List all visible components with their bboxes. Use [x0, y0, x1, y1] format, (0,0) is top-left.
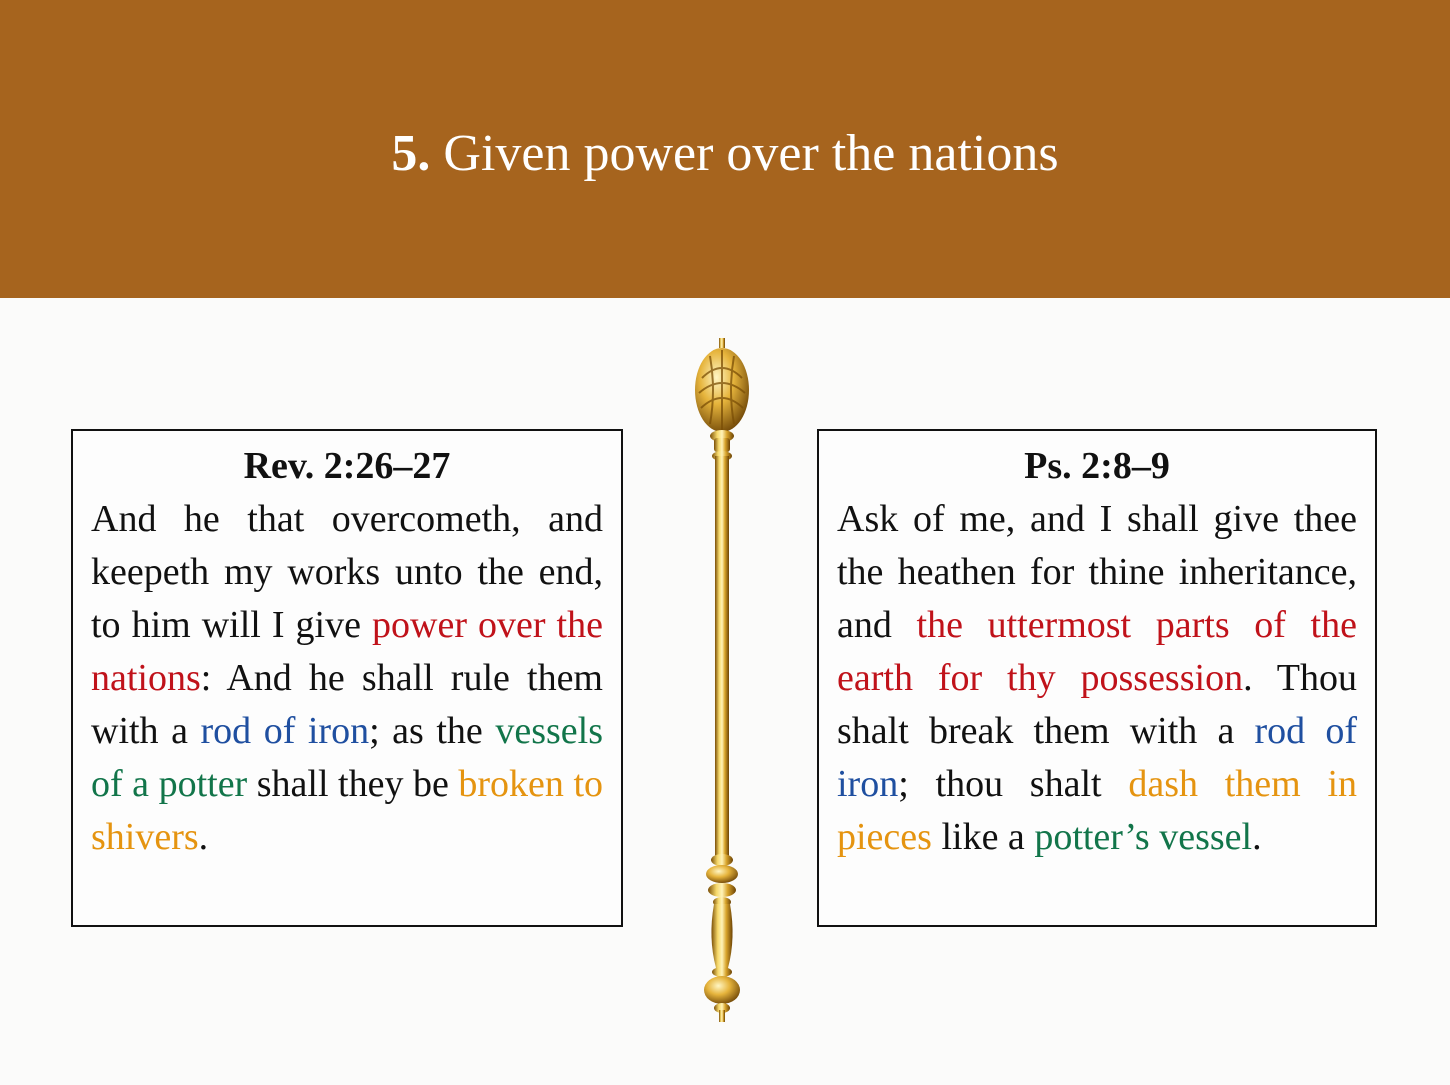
verse-segment: : And he shall rule them with a — [91, 657, 603, 752]
page-title — [0, 122, 1450, 186]
title-number: 5. — [391, 125, 431, 182]
passage-text — [837, 493, 1357, 864]
title-text: Given power over the nations — [443, 125, 1059, 182]
verse-highlight-red: power over the nations — [91, 604, 603, 699]
verse-highlight-green: potter’s vessel — [1034, 816, 1253, 858]
passage-box-revelation — [71, 429, 623, 927]
golden-scepter-icon — [690, 338, 754, 1023]
passage-text — [91, 493, 603, 864]
verse-highlight-red: the uttermost parts of the earth for thy possession — [837, 604, 1357, 699]
verse-highlight-green: vessels of a potter — [91, 710, 603, 805]
verse-segment: like a — [931, 816, 1035, 858]
passage-reference: Rev. 2:26–27 — [243, 445, 451, 487]
verse-segment: . — [198, 816, 209, 858]
verse-segment: Ask of me, and I shall give thee the heathen for thine inheritance, and — [837, 498, 1357, 646]
verse-highlight-orange: broken to shivers — [91, 763, 604, 858]
verse-highlight-orange: dash them in pieces — [837, 763, 1357, 858]
verse-segment: . — [1252, 816, 1262, 858]
passage-reference: Ps. 2:8–9 — [1024, 445, 1170, 487]
verse-segment: And he that overcometh, and keepeth my works unto the end, to him will I give — [91, 498, 603, 646]
verse-segment: . Thou shalt break them with a — [837, 657, 1357, 752]
verse-segment: ; thou shalt — [898, 763, 1129, 805]
passage-box-psalms — [817, 429, 1377, 927]
verse-highlight-blue: rod of iron — [837, 710, 1357, 805]
verse-segment: shall they be — [247, 763, 459, 805]
verse-segment: ; as the — [369, 710, 496, 752]
title-banner — [0, 0, 1450, 298]
verse-highlight-blue: rod of iron — [200, 710, 370, 752]
